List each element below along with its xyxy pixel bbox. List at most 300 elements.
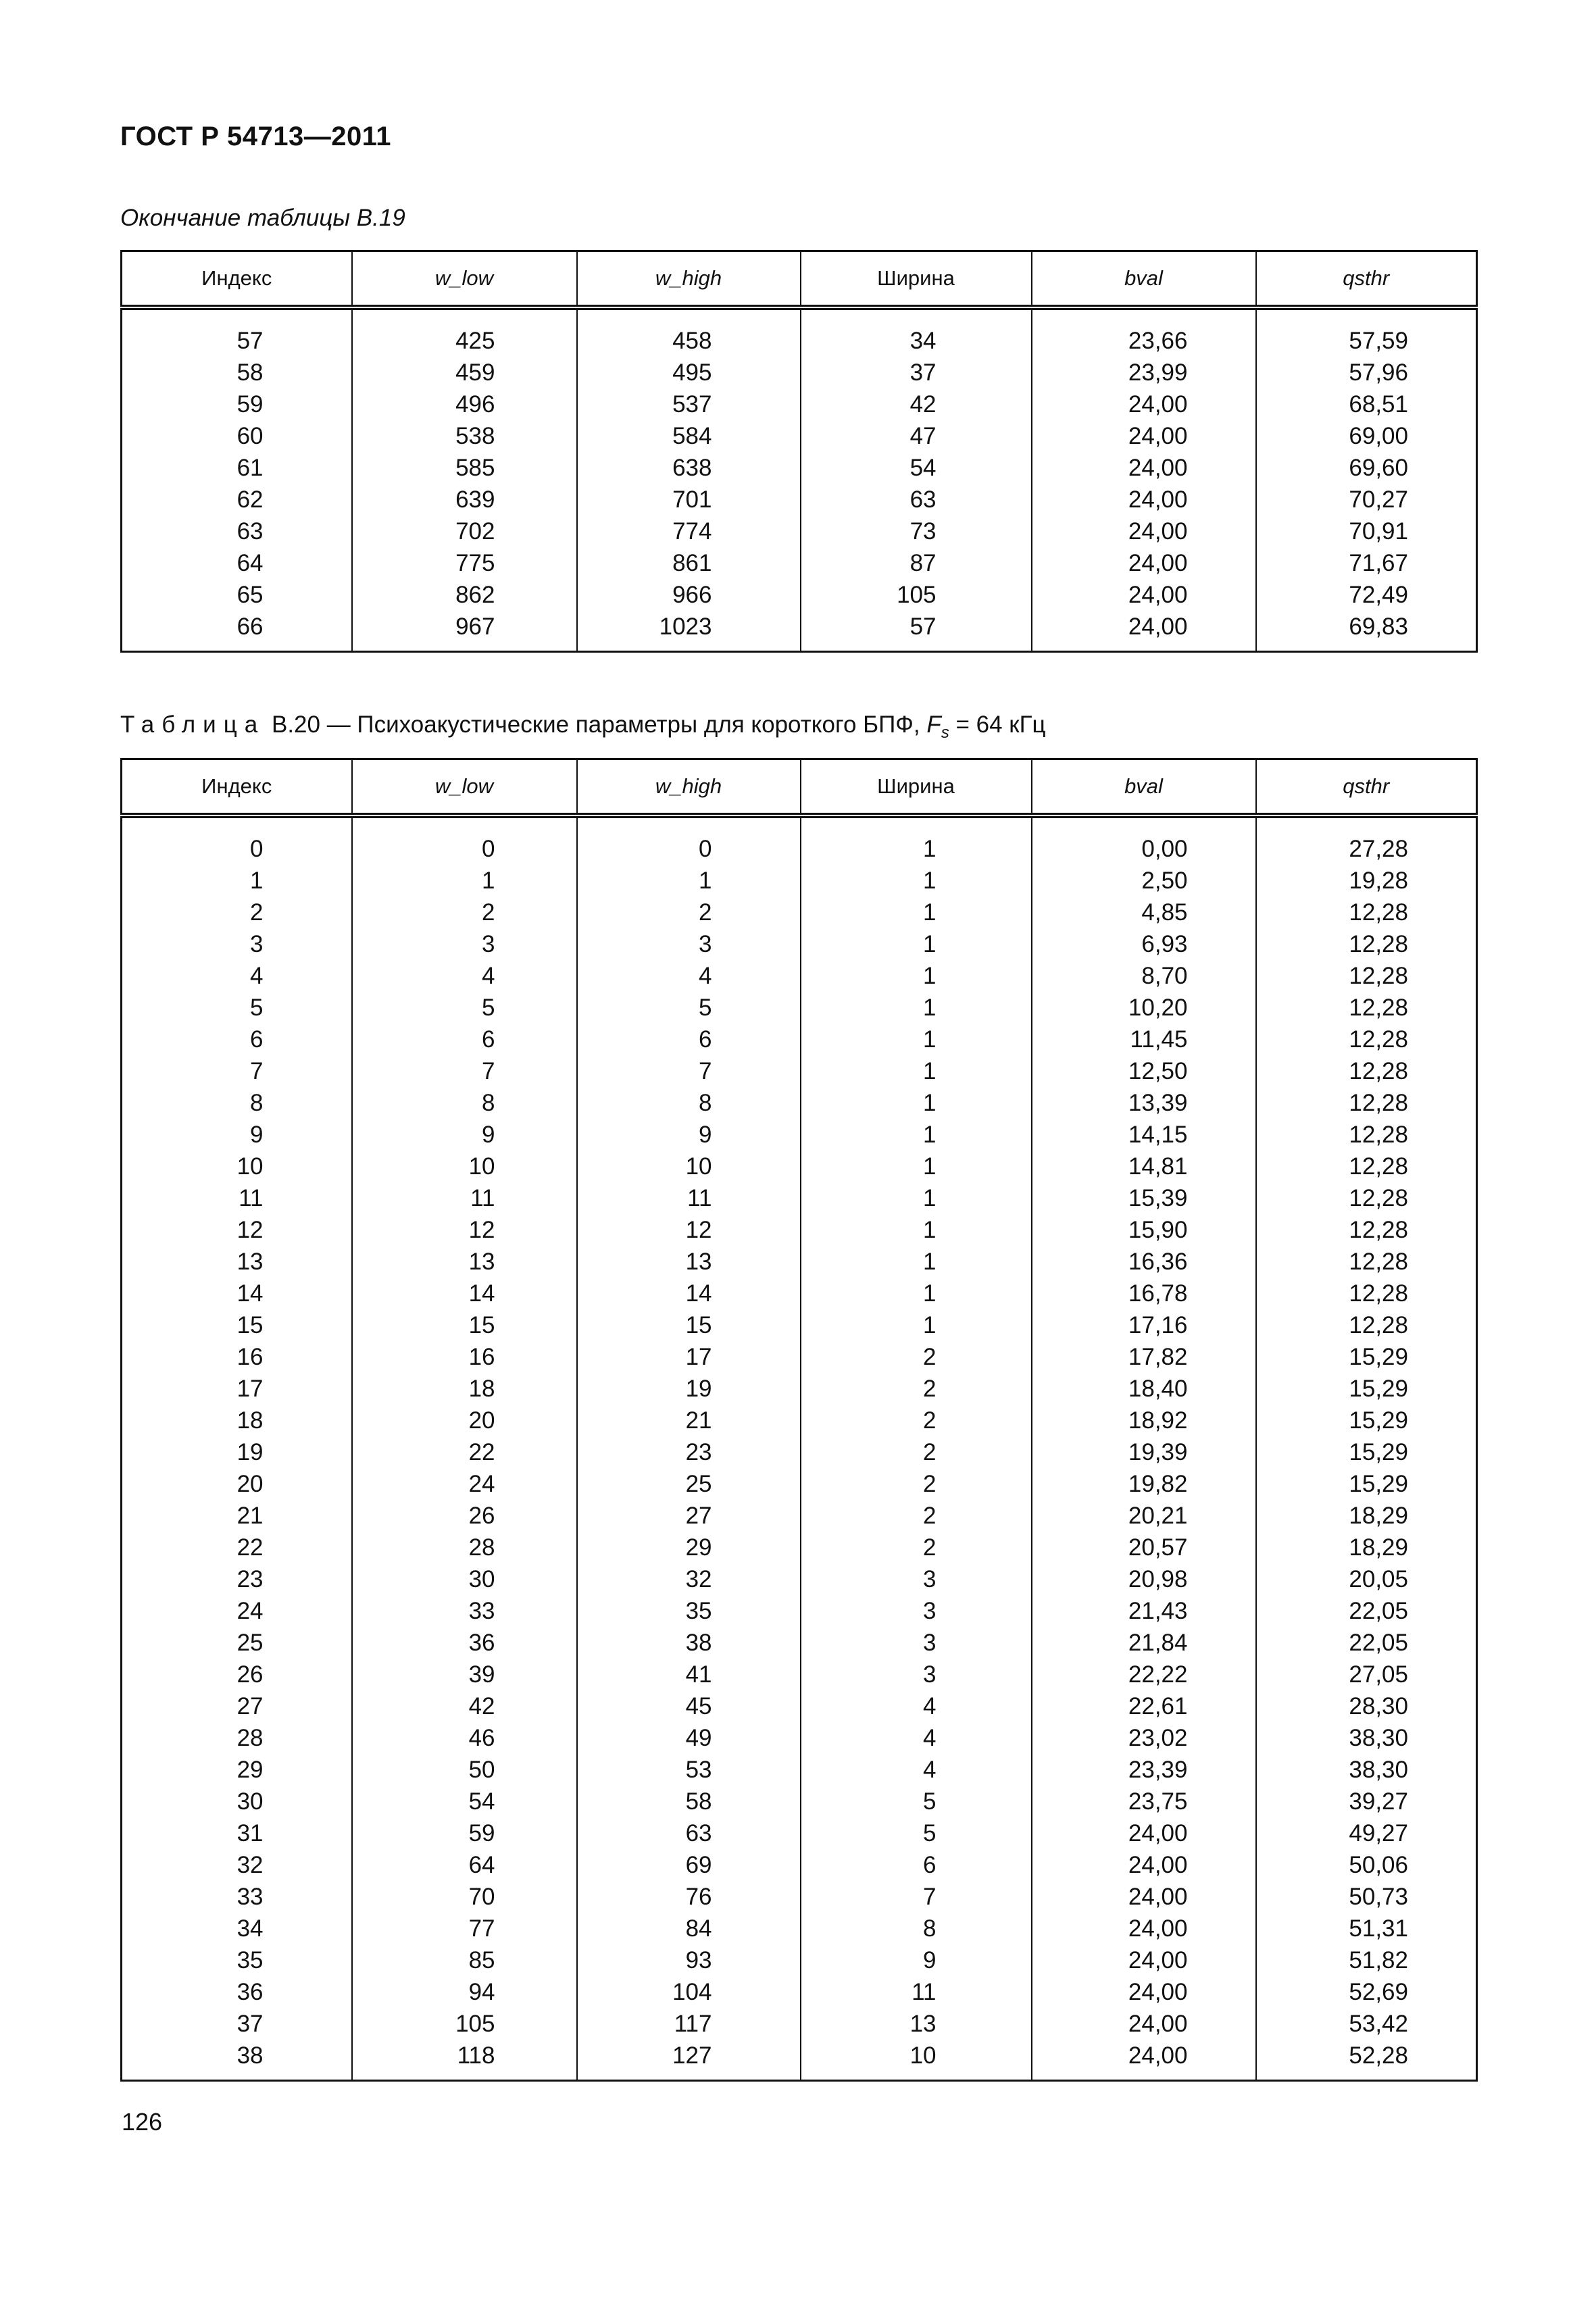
- w-high-cell: 584: [577, 420, 801, 452]
- w-low-cell: 54: [352, 1786, 577, 1817]
- table-row: [122, 1500, 1477, 1532]
- qsthr-cell: 52,69: [1256, 1976, 1477, 2008]
- index-cell: 23: [122, 1563, 352, 1595]
- w-low-cell: 14: [352, 1278, 577, 1309]
- qsthr-cell: 71,67: [1256, 547, 1477, 579]
- w-high-cell: 861: [577, 547, 801, 579]
- bval-cell: 24,00: [1032, 420, 1256, 452]
- table-row: [122, 547, 1477, 579]
- column-header-w-low: w_low: [352, 759, 577, 816]
- table-row: [122, 1341, 1477, 1373]
- table-row: [122, 1278, 1477, 1309]
- column-header-w-high: w_high: [577, 251, 801, 308]
- qsthr-cell: 15,29: [1256, 1468, 1477, 1500]
- width-cell: 1: [801, 1087, 1032, 1119]
- w-low-cell: 4: [352, 960, 577, 992]
- table-row: [122, 928, 1477, 960]
- width-cell: 7: [801, 1881, 1032, 1913]
- qsthr-cell: 12,28: [1256, 1182, 1477, 1214]
- w-high-cell: 7: [577, 1055, 801, 1087]
- w-high-cell: 84: [577, 1913, 801, 1944]
- bval-cell: 20,98: [1032, 1563, 1256, 1595]
- index-cell: 60: [122, 420, 352, 452]
- w-high-cell: 966: [577, 579, 801, 611]
- table-row: [122, 357, 1477, 388]
- qsthr-cell: 12,28: [1256, 1119, 1477, 1151]
- w-high-cell: 458: [577, 307, 801, 357]
- width-cell: 1: [801, 865, 1032, 897]
- w-low-cell: 26: [352, 1500, 577, 1532]
- w-high-cell: 27: [577, 1500, 801, 1532]
- width-cell: 5: [801, 1786, 1032, 1817]
- width-cell: 73: [801, 515, 1032, 547]
- index-cell: 1: [122, 865, 352, 897]
- width-cell: 1: [801, 1024, 1032, 1055]
- column-header-width: Ширина: [801, 759, 1032, 816]
- qsthr-cell: 53,42: [1256, 2008, 1477, 2040]
- column-header-qsthr: qsthr: [1256, 759, 1477, 816]
- bval-cell: 15,39: [1032, 1182, 1256, 1214]
- table-row: [122, 2040, 1477, 2081]
- bval-cell: 15,90: [1032, 1214, 1256, 1246]
- qsthr-cell: 15,29: [1256, 1341, 1477, 1373]
- bval-cell: 24,00: [1032, 547, 1256, 579]
- table-row: [122, 1690, 1477, 1722]
- table-row: [122, 420, 1477, 452]
- width-cell: 105: [801, 579, 1032, 611]
- index-cell: 36: [122, 1976, 352, 2008]
- w-low-cell: 425: [352, 307, 577, 357]
- w-high-cell: 11: [577, 1182, 801, 1214]
- column-header-qsthr: qsthr: [1256, 251, 1477, 308]
- table-row: [122, 1849, 1477, 1881]
- index-cell: 32: [122, 1849, 352, 1881]
- bval-cell: 6,93: [1032, 928, 1256, 960]
- width-cell: 2: [801, 1341, 1032, 1373]
- w-high-cell: 63: [577, 1817, 801, 1849]
- bval-cell: 10,20: [1032, 992, 1256, 1024]
- width-cell: 9: [801, 1944, 1032, 1976]
- index-cell: 24: [122, 1595, 352, 1627]
- bval-cell: 24,00: [1032, 388, 1256, 420]
- table-row: [122, 897, 1477, 928]
- width-cell: 47: [801, 420, 1032, 452]
- w-high-cell: 127: [577, 2040, 801, 2081]
- w-low-cell: 967: [352, 611, 577, 652]
- index-cell: 33: [122, 1881, 352, 1913]
- qsthr-cell: 12,28: [1256, 1246, 1477, 1278]
- bval-cell: 20,57: [1032, 1532, 1256, 1563]
- qsthr-cell: 68,51: [1256, 388, 1477, 420]
- w-high-cell: 49: [577, 1722, 801, 1754]
- bval-cell: 23,39: [1032, 1754, 1256, 1786]
- bval-cell: 17,82: [1032, 1341, 1256, 1373]
- qsthr-cell: 51,31: [1256, 1913, 1477, 1944]
- width-cell: 6: [801, 1849, 1032, 1881]
- w-high-cell: 32: [577, 1563, 801, 1595]
- index-cell: 37: [122, 2008, 352, 2040]
- bval-cell: 24,00: [1032, 611, 1256, 652]
- index-cell: 9: [122, 1119, 352, 1151]
- w-high-cell: 69: [577, 1849, 801, 1881]
- bval-cell: 13,39: [1032, 1087, 1256, 1119]
- w-high-cell: 12: [577, 1214, 801, 1246]
- width-cell: 2: [801, 1532, 1032, 1563]
- qsthr-cell: 57,59: [1256, 307, 1477, 357]
- column-header-index: Индекс: [122, 759, 352, 816]
- qsthr-cell: 49,27: [1256, 1817, 1477, 1849]
- table-b20: [120, 758, 1478, 2082]
- width-cell: 1: [801, 960, 1032, 992]
- table-row: [122, 2008, 1477, 2040]
- table-row: [122, 1786, 1477, 1817]
- index-cell: 38: [122, 2040, 352, 2081]
- w-low-cell: 775: [352, 547, 577, 579]
- index-cell: 11: [122, 1182, 352, 1214]
- w-high-cell: 19: [577, 1373, 801, 1405]
- bval-cell: 24,00: [1032, 1913, 1256, 1944]
- table-row: [122, 960, 1477, 992]
- index-cell: 7: [122, 1055, 352, 1087]
- w-high-cell: 41: [577, 1659, 801, 1690]
- qsthr-cell: 51,82: [1256, 1944, 1477, 1976]
- w-high-cell: 701: [577, 484, 801, 515]
- index-cell: 2: [122, 897, 352, 928]
- width-cell: 3: [801, 1563, 1032, 1595]
- qsthr-cell: 27,28: [1256, 815, 1477, 865]
- width-cell: 1: [801, 1309, 1032, 1341]
- bval-cell: 24,00: [1032, 1817, 1256, 1849]
- index-cell: 22: [122, 1532, 352, 1563]
- w-low-cell: 85: [352, 1944, 577, 1976]
- table-row: [122, 1595, 1477, 1627]
- w-low-cell: 538: [352, 420, 577, 452]
- qsthr-cell: 70,27: [1256, 484, 1477, 515]
- w-high-cell: 23: [577, 1436, 801, 1468]
- bval-cell: 16,36: [1032, 1246, 1256, 1278]
- index-cell: 26: [122, 1659, 352, 1690]
- caption-tail: = 64 кГц: [955, 711, 1046, 738]
- table-row: [122, 1087, 1477, 1119]
- index-cell: 66: [122, 611, 352, 652]
- w-high-cell: 53: [577, 1754, 801, 1786]
- w-low-cell: 702: [352, 515, 577, 547]
- table-row: [122, 579, 1477, 611]
- qsthr-cell: 57,96: [1256, 357, 1477, 388]
- w-high-cell: 29: [577, 1532, 801, 1563]
- index-cell: 21: [122, 1500, 352, 1532]
- bval-cell: 18,92: [1032, 1405, 1256, 1436]
- w-high-cell: 25: [577, 1468, 801, 1500]
- qsthr-cell: 12,28: [1256, 897, 1477, 928]
- w-high-cell: 58: [577, 1786, 801, 1817]
- bval-cell: 23,66: [1032, 307, 1256, 357]
- w-low-cell: 94: [352, 1976, 577, 2008]
- table-header-row: [122, 759, 1477, 816]
- table-row: [122, 515, 1477, 547]
- width-cell: 54: [801, 452, 1032, 484]
- index-cell: 14: [122, 1278, 352, 1309]
- width-cell: 1: [801, 1151, 1032, 1182]
- w-high-cell: 8: [577, 1087, 801, 1119]
- w-low-cell: 16: [352, 1341, 577, 1373]
- w-low-cell: 862: [352, 579, 577, 611]
- w-high-cell: 21: [577, 1405, 801, 1436]
- index-cell: 63: [122, 515, 352, 547]
- index-cell: 15: [122, 1309, 352, 1341]
- table-row: [122, 1627, 1477, 1659]
- width-cell: 63: [801, 484, 1032, 515]
- w-low-cell: 6: [352, 1024, 577, 1055]
- w-low-cell: 30: [352, 1563, 577, 1595]
- w-high-cell: 537: [577, 388, 801, 420]
- table-row: [122, 1246, 1477, 1278]
- width-cell: 1: [801, 1214, 1032, 1246]
- width-cell: 11: [801, 1976, 1032, 2008]
- bval-cell: 16,78: [1032, 1278, 1256, 1309]
- w-high-cell: 2: [577, 897, 801, 928]
- w-high-cell: 1: [577, 865, 801, 897]
- table-row: [122, 1913, 1477, 1944]
- width-cell: 3: [801, 1627, 1032, 1659]
- w-low-cell: 5: [352, 992, 577, 1024]
- index-cell: 5: [122, 992, 352, 1024]
- qsthr-cell: 69,83: [1256, 611, 1477, 652]
- w-low-cell: 8: [352, 1087, 577, 1119]
- index-cell: 0: [122, 815, 352, 865]
- table-b19-caption: Окончание таблицы B.19: [120, 205, 405, 231]
- w-low-cell: 20: [352, 1405, 577, 1436]
- table-row: [122, 1119, 1477, 1151]
- bval-cell: 11,45: [1032, 1024, 1256, 1055]
- table-row: [122, 1309, 1477, 1341]
- table-row: [122, 1976, 1477, 2008]
- bval-cell: 14,81: [1032, 1151, 1256, 1182]
- bval-cell: 24,00: [1032, 1976, 1256, 2008]
- w-low-cell: 50: [352, 1754, 577, 1786]
- index-cell: 25: [122, 1627, 352, 1659]
- w-high-cell: 5: [577, 992, 801, 1024]
- bval-cell: 12,50: [1032, 1055, 1256, 1087]
- w-high-cell: 117: [577, 2008, 801, 2040]
- w-low-cell: 33: [352, 1595, 577, 1627]
- w-low-cell: 0: [352, 815, 577, 865]
- table-row: [122, 1722, 1477, 1754]
- bval-cell: 23,02: [1032, 1722, 1256, 1754]
- w-high-cell: 1023: [577, 611, 801, 652]
- qsthr-cell: 12,28: [1256, 1309, 1477, 1341]
- table-row: [122, 1182, 1477, 1214]
- table-row: [122, 1881, 1477, 1913]
- bval-cell: 2,50: [1032, 865, 1256, 897]
- qsthr-cell: 69,00: [1256, 420, 1477, 452]
- width-cell: 1: [801, 992, 1032, 1024]
- w-low-cell: 64: [352, 1849, 577, 1881]
- column-header-w-high: w_high: [577, 759, 801, 816]
- table-row: [122, 1659, 1477, 1690]
- qsthr-cell: 39,27: [1256, 1786, 1477, 1817]
- bval-cell: 24,00: [1032, 484, 1256, 515]
- bval-cell: 22,22: [1032, 1659, 1256, 1690]
- qsthr-cell: 22,05: [1256, 1595, 1477, 1627]
- w-high-cell: 14: [577, 1278, 801, 1309]
- w-high-cell: 4: [577, 960, 801, 992]
- w-high-cell: 15: [577, 1309, 801, 1341]
- w-low-cell: 3: [352, 928, 577, 960]
- bval-cell: 14,15: [1032, 1119, 1256, 1151]
- column-header-index: Индекс: [122, 251, 352, 308]
- table-row: [122, 1436, 1477, 1468]
- table-row: [122, 1214, 1477, 1246]
- w-high-cell: 13: [577, 1246, 801, 1278]
- qsthr-cell: 12,28: [1256, 1087, 1477, 1119]
- bval-cell: 19,82: [1032, 1468, 1256, 1500]
- qsthr-cell: 12,28: [1256, 928, 1477, 960]
- column-header-bval: bval: [1032, 251, 1256, 308]
- w-low-cell: 28: [352, 1532, 577, 1563]
- index-cell: 62: [122, 484, 352, 515]
- bval-cell: 20,21: [1032, 1500, 1256, 1532]
- qsthr-cell: 28,30: [1256, 1690, 1477, 1722]
- w-high-cell: 38: [577, 1627, 801, 1659]
- qsthr-cell: 52,28: [1256, 2040, 1477, 2081]
- table-row: [122, 484, 1477, 515]
- width-cell: 10: [801, 2040, 1032, 2081]
- table-row: [122, 1817, 1477, 1849]
- w-low-cell: 46: [352, 1722, 577, 1754]
- bval-cell: 24,00: [1032, 2008, 1256, 2040]
- w-low-cell: 24: [352, 1468, 577, 1500]
- width-cell: 4: [801, 1722, 1032, 1754]
- index-cell: 65: [122, 579, 352, 611]
- w-low-cell: 13: [352, 1246, 577, 1278]
- w-low-cell: 496: [352, 388, 577, 420]
- width-cell: 2: [801, 1373, 1032, 1405]
- table-row: [122, 1055, 1477, 1087]
- qsthr-cell: 12,28: [1256, 1278, 1477, 1309]
- qsthr-cell: 27,05: [1256, 1659, 1477, 1690]
- w-low-cell: 15: [352, 1309, 577, 1341]
- width-cell: 3: [801, 1659, 1032, 1690]
- qsthr-cell: 12,28: [1256, 992, 1477, 1024]
- index-cell: 4: [122, 960, 352, 992]
- width-cell: 34: [801, 307, 1032, 357]
- w-high-cell: 17: [577, 1341, 801, 1373]
- table-b19-body: [122, 307, 1477, 652]
- column-header-bval: bval: [1032, 759, 1256, 816]
- width-cell: 4: [801, 1754, 1032, 1786]
- bval-cell: 18,40: [1032, 1373, 1256, 1405]
- table-row: [122, 992, 1477, 1024]
- width-cell: 4: [801, 1690, 1032, 1722]
- w-low-cell: 105: [352, 2008, 577, 2040]
- index-cell: 19: [122, 1436, 352, 1468]
- w-high-cell: 0: [577, 815, 801, 865]
- bval-cell: 8,70: [1032, 960, 1256, 992]
- qsthr-cell: 15,29: [1256, 1373, 1477, 1405]
- index-cell: 59: [122, 388, 352, 420]
- width-cell: 1: [801, 897, 1032, 928]
- width-cell: 2: [801, 1500, 1032, 1532]
- table-row: [122, 1754, 1477, 1786]
- table-row: [122, 1563, 1477, 1595]
- caption-word: Таблица: [120, 711, 266, 738]
- w-low-cell: 7: [352, 1055, 577, 1087]
- bval-cell: 21,43: [1032, 1595, 1256, 1627]
- index-cell: 18: [122, 1405, 352, 1436]
- w-high-cell: 774: [577, 515, 801, 547]
- index-cell: 13: [122, 1246, 352, 1278]
- table-row: [122, 865, 1477, 897]
- w-low-cell: 39: [352, 1659, 577, 1690]
- qsthr-cell: 72,49: [1256, 579, 1477, 611]
- width-cell: 87: [801, 547, 1032, 579]
- table-row: [122, 1532, 1477, 1563]
- w-low-cell: 42: [352, 1690, 577, 1722]
- table-row: [122, 815, 1477, 865]
- index-cell: 16: [122, 1341, 352, 1373]
- w-low-cell: 1: [352, 865, 577, 897]
- index-cell: 35: [122, 1944, 352, 1976]
- bval-cell: 24,00: [1032, 2040, 1256, 2081]
- index-cell: 34: [122, 1913, 352, 1944]
- qsthr-cell: 15,29: [1256, 1405, 1477, 1436]
- w-low-cell: 36: [352, 1627, 577, 1659]
- bval-cell: 24,00: [1032, 1849, 1256, 1881]
- w-low-cell: 11: [352, 1182, 577, 1214]
- qsthr-cell: 18,29: [1256, 1532, 1477, 1563]
- w-high-cell: 45: [577, 1690, 801, 1722]
- index-cell: 20: [122, 1468, 352, 1500]
- index-cell: 58: [122, 357, 352, 388]
- bval-cell: 24,00: [1032, 1881, 1256, 1913]
- column-header-w-low: w_low: [352, 251, 577, 308]
- index-cell: 12: [122, 1214, 352, 1246]
- width-cell: 5: [801, 1817, 1032, 1849]
- qsthr-cell: 15,29: [1256, 1436, 1477, 1468]
- document-code: ГОСТ Р 54713—2011: [120, 122, 391, 151]
- w-high-cell: 638: [577, 452, 801, 484]
- table-row: [122, 307, 1477, 357]
- w-high-cell: 10: [577, 1151, 801, 1182]
- table-row: [122, 452, 1477, 484]
- index-cell: 17: [122, 1373, 352, 1405]
- bval-cell: 19,39: [1032, 1436, 1256, 1468]
- qsthr-cell: 38,30: [1256, 1722, 1477, 1754]
- caption-text: B.20 — Психоакустические параметры для короткого БПФ,: [271, 711, 920, 738]
- width-cell: 8: [801, 1913, 1032, 1944]
- qsthr-cell: 38,30: [1256, 1754, 1477, 1786]
- qsthr-cell: 19,28: [1256, 865, 1477, 897]
- w-low-cell: 59: [352, 1817, 577, 1849]
- index-cell: 6: [122, 1024, 352, 1055]
- qsthr-cell: 12,28: [1256, 1055, 1477, 1087]
- qsthr-cell: 70,91: [1256, 515, 1477, 547]
- qsthr-cell: 12,28: [1256, 1024, 1477, 1055]
- w-low-cell: 118: [352, 2040, 577, 2081]
- width-cell: 1: [801, 1182, 1032, 1214]
- index-cell: 31: [122, 1817, 352, 1849]
- qsthr-cell: 50,06: [1256, 1849, 1477, 1881]
- width-cell: 42: [801, 388, 1032, 420]
- caption-subscript: s: [941, 724, 949, 742]
- width-cell: 3: [801, 1595, 1032, 1627]
- bval-cell: 24,00: [1032, 452, 1256, 484]
- width-cell: 1: [801, 1278, 1032, 1309]
- w-high-cell: 495: [577, 357, 801, 388]
- qsthr-cell: 20,05: [1256, 1563, 1477, 1595]
- w-low-cell: 459: [352, 357, 577, 388]
